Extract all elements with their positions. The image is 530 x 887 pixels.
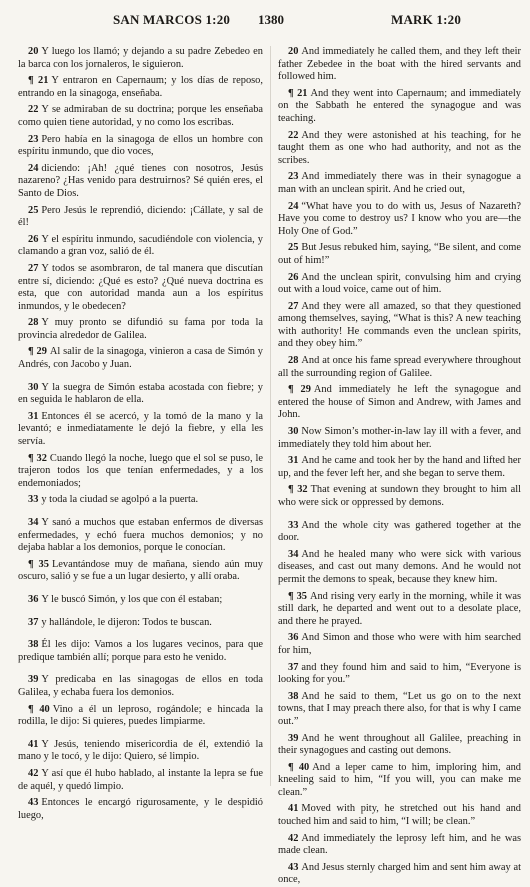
verse-en-25: [278, 242, 521, 267]
verse-text: And they were astonished at his teaching, for he taught them as one who had authority, and not as the scribes.: [278, 129, 521, 166]
verse-text: And he said to them, “Let us go on to the next towns, that I may preach there also, for that is why I came out.”: [278, 690, 521, 727]
verse-number: 35: [296, 590, 307, 602]
verse-number: 37: [28, 616, 39, 628]
verse-text: And he went throughout all Galilee, preaching in their synagogues and casting out demons.: [278, 732, 521, 757]
verse-en-36: [278, 632, 521, 657]
verse-text: Y todos se asombraron, de tal manera que discutían entre sí, diciendo: ¿Qué es esto? ¿Qué nueva doctrina es esta, que con autoridad manda aun a los espíritus inmundos, y le obedecen?: [18, 262, 263, 312]
verse-text: Al salir de la sinagoga, vinieron a casa de Simón y Andrés, con Jacobo y Juan.: [18, 346, 264, 371]
verse-number: 27: [28, 262, 39, 274]
verse-text: Y luego los llamó; y dejando a su padre Zebedeo en la barca con los jornaleros, le siguieron.: [18, 46, 263, 70]
verse-es-38: [18, 639, 263, 664]
paragraph-mark-icon: ¶: [288, 761, 299, 773]
verse-text: Y el espíritu inmundo, sacudiéndole con violencia, y clamando a gran voz, salió de él.: [18, 233, 263, 258]
verse-text: y hallándole, le dijeron: Todos te buscan.: [41, 616, 212, 628]
verse-text: Y entraron en Capernaum; y los días de reposo, entrando en la sinagoga, enseñaba.: [18, 75, 263, 99]
verse-en-39: [278, 733, 521, 758]
verse-es-33: [18, 494, 263, 507]
verse-text: And Jesus sternly charged him and sent him away at once,: [278, 861, 521, 886]
verse-text: That evening at sundown they brought to him all who were sick or oppressed by demons.: [278, 484, 521, 508]
verse-number: 20: [28, 46, 39, 57]
verse-text: diciendo: ¡Ah! ¿qué tienes con nosotros, Jesús nazareno? ¿Has venido para destruirnos? Sé quién eres, el Santo de Dios.: [18, 162, 263, 199]
verse-text: Y muy pronto se difundió su fama por toda la provincia alrededor de Galilea.: [18, 317, 263, 341]
verse-number: 32: [297, 484, 308, 496]
verse-text: And rising very early in the morning, while it was still dark, he departed and went out to a desolate place, and there he prayed.: [278, 590, 521, 627]
verse-number: 22: [288, 129, 299, 141]
verse-number: 20: [288, 46, 299, 57]
verse-text: Moved with pity, he stretched out his hand and touched him and said to him, “I will; be clean.”: [278, 803, 521, 828]
paragraph-mark-icon: ¶: [28, 703, 40, 715]
paragraph-mark-icon: ¶: [288, 384, 301, 396]
verse-text: Y así que él hubo hablado, al instante la lepra se fue de aquél, y quedó limpio.: [18, 767, 263, 792]
paragraph-mark-icon: ¶: [28, 452, 37, 464]
verse-number: 30: [288, 426, 299, 438]
verse-text: And at once his fame spread everywhere throughout all the surrounding region of Galilee.: [278, 355, 521, 379]
verse-number: 24: [28, 162, 39, 174]
verse-text: Now Simon’s mother-in-law lay ill with a fever, and immediately they told him about her.: [278, 426, 521, 450]
verse-es-41: [18, 739, 263, 764]
verse-text: And immediately the leprosy left him, and he was made clean.: [278, 832, 521, 857]
verse-en-22: [278, 130, 521, 168]
verse-number: 40: [39, 703, 50, 715]
running-head-spanish: SAN MARCOS 1:20: [113, 12, 231, 27]
verse-text: Él les dijo: Vamos a los lugares vecinos, para que predique también allí; porque para esto he venido.: [18, 639, 263, 663]
verse-en-29: [278, 384, 521, 422]
verse-number: 23: [288, 171, 299, 183]
verse-es-34: [18, 517, 263, 555]
verse-number: 23: [28, 133, 39, 145]
verse-text: and they found him and said to him, “Everyone is looking for you.”: [278, 661, 521, 686]
page-header: [0, 0, 530, 38]
verse-text: Pero había en la sinagoga de ellos un hombre con espíritu inmundo, que dio voces,: [18, 133, 263, 158]
verse-text: But Jesus rebuked him, saying, “Be silent, and come out of him!”: [278, 242, 521, 266]
verse-number: 35: [38, 558, 49, 570]
verse-number: 25: [28, 204, 39, 216]
spanish-column: [18, 46, 264, 821]
paragraph-mark-icon: ¶: [288, 484, 298, 496]
verse-text: “What have you to do with us, Jesus of Nazareth? Have you come to destroy us? I know who you are—the Holy One of God.”: [278, 200, 521, 237]
verse-number: 28: [288, 355, 299, 367]
verse-number: 33: [28, 494, 39, 506]
verse-en-38: [278, 691, 521, 729]
verse-es-37: [18, 617, 263, 630]
verse-number: 31: [28, 410, 39, 422]
paragraph-mark-icon: ¶: [28, 558, 39, 570]
verse-en-23: [278, 171, 521, 196]
verse-es-35: [18, 559, 263, 584]
verse-en-32: [278, 484, 521, 509]
verse-text: Y se admiraban de su doctrina; porque les enseñaba como quien tiene autoridad, y no como los escribas.: [18, 104, 263, 128]
verse-number: 43: [28, 797, 39, 809]
verse-number: 27: [288, 300, 299, 312]
verse-number: 22: [28, 104, 39, 116]
verse-text: And Simon and those who were with him searched for him,: [278, 632, 521, 656]
verse-es-23: [18, 134, 263, 159]
verse-es-28: [18, 317, 263, 342]
verse-text: Cuando llegó la noche, luego que el sol se puso, le trajeron todos los que tenían enfermedades, y a los endemoniados;: [18, 452, 263, 489]
verse-es-20: [18, 46, 263, 71]
verse-text: Y la suegra de Simón estaba acostada con fiebre; y en seguida le hablaron de ella.: [18, 381, 263, 406]
verse-text: Y Jesús, teniendo misericordia de él, extendió la mano y le tocó, y le dijo: Quiero, sé limpio.: [18, 738, 263, 763]
verse-es-42: [18, 768, 263, 793]
verse-en-37: [278, 662, 521, 687]
verse-text: Entonces le encargó rigurosamente, y le despidió luego,: [18, 797, 263, 821]
verse-text: Y sanó a muchos que estaban enfermos de diversas enfermedades, y echó fuera muchos demonios; y no dejaba hablar a los demonios, porque le conocían.: [18, 517, 263, 554]
verse-en-27: [278, 301, 521, 351]
verse-es-39: [18, 674, 263, 699]
verse-text: And they were all amazed, so that they questioned among themselves, saying, “What is this? A new teaching with authority! He commands even the unclean spirits, and they obey him.”: [278, 300, 521, 350]
verse-number: 21: [297, 87, 308, 99]
paragraph-mark-icon: ¶: [28, 75, 38, 87]
verse-text: And the whole city was gathered together at the door.: [278, 519, 521, 544]
verse-es-36: [18, 594, 263, 607]
page-number: 1380: [258, 12, 284, 27]
verse-es-24: [18, 163, 263, 201]
verse-number: 30: [28, 381, 39, 393]
verse-es-40: [18, 704, 263, 729]
verse-es-31: [18, 411, 263, 449]
verse-text: And the unclean spirit, convulsing him and crying out with a loud voice, came out of him.: [278, 271, 521, 296]
verse-en-41: [278, 803, 521, 828]
verse-number: 36: [288, 632, 299, 644]
english-column: [278, 46, 521, 886]
paragraph-mark-icon: ¶: [288, 87, 298, 99]
verse-number: 29: [36, 346, 47, 358]
verse-number: 42: [28, 767, 39, 779]
verse-en-43: [278, 862, 521, 887]
verse-number: 29: [300, 384, 311, 396]
verse-number: 40: [298, 761, 310, 773]
running-head-english: MARK 1:20: [391, 12, 462, 27]
verse-text: And immediately he called them, and they left their father Zebedee in the boat with the hired servants and followed him.: [278, 46, 521, 83]
verse-en-31: [278, 455, 521, 480]
verse-es-32: [18, 453, 263, 491]
verse-es-25: [18, 205, 263, 230]
verse-en-33: [278, 520, 521, 545]
verse-es-22: [18, 104, 263, 129]
verse-number: 33: [288, 519, 299, 531]
verse-en-20: [278, 46, 521, 84]
verse-text: Y predicaba en las sinagogas de ellos en toda Galilea, y echaba fuera los demonios.: [18, 674, 263, 698]
verse-number: 21: [38, 75, 49, 87]
verse-text: Pero Jesús le reprendió, diciendo: ¡Cállate, y sal de él!: [18, 204, 263, 229]
verse-number: 25: [288, 242, 299, 254]
verse-number: 38: [28, 639, 39, 651]
verse-es-26: [18, 234, 263, 259]
verse-en-21: [278, 88, 521, 126]
verse-number: 24: [288, 200, 299, 212]
verse-text: And they went into Capernaum; and immediately on the Sabbath he entered the synagogue and was teaching.: [278, 87, 521, 124]
verse-number: 42: [288, 832, 299, 844]
verse-en-28: [278, 355, 521, 380]
verse-number: 31: [288, 455, 299, 467]
verse-text: Vino a él un leproso, rogándole; e hincada la rodilla, le dijo: Si quieres, puedes limpiarme.: [18, 703, 263, 728]
verse-text: Y le buscó Simón, y los que con él estaban;: [41, 593, 223, 605]
verse-en-30: [278, 426, 521, 451]
paragraph-mark-icon: ¶: [28, 346, 37, 358]
verse-number: 34: [28, 517, 39, 528]
verse-en-26: [278, 272, 521, 297]
verse-en-35: [278, 591, 521, 629]
verse-text: Levantándose muy de mañana, siendo aún muy oscuro, salió y se fue a un lugar desierto, y allí oraba.: [18, 558, 263, 583]
verse-number: 28: [28, 317, 39, 329]
verse-text: Entonces él se acercó, y la tomó de la mano y la levantó; e inmediatamente le dejó la fiebre, y ella les servía.: [18, 410, 263, 448]
verse-es-21: [18, 75, 263, 100]
verse-en-40: [278, 762, 521, 800]
verse-number: 34: [288, 548, 299, 560]
verse-number: 26: [28, 233, 39, 245]
verse-number: 26: [288, 271, 299, 283]
verse-text: And immediately he left the synagogue and entered the house of Simon and Andrew, with James and John.: [278, 384, 521, 421]
verse-number: 32: [36, 452, 47, 464]
verse-text: And immediately there was in their synagogue a man with an unclean spirit. And he cried out,: [278, 171, 521, 195]
verse-number: 36: [28, 593, 39, 605]
verse-text: And a leper came to him, imploring him, and kneeling said to him, “If you will, you can make me clean.”: [278, 761, 521, 798]
verse-number: 38: [288, 690, 299, 702]
verse-text: And he healed many who were sick with various diseases, and cast out many demons. And he would not permit the demons to speak, because they knew him.: [278, 548, 521, 585]
verse-text: And he came and took her by the hand and lifted her up, and the fever left her, and she began to serve them.: [278, 455, 521, 479]
verse-number: 39: [288, 732, 299, 744]
verse-number: 41: [288, 803, 299, 815]
verse-es-27: [18, 263, 263, 313]
verse-text: y toda la ciudad se agolpó a la puerta.: [41, 494, 199, 506]
verse-en-42: [278, 833, 521, 858]
verse-en-34: [278, 549, 521, 587]
paragraph-mark-icon: ¶: [288, 590, 297, 602]
verse-number: 41: [28, 738, 39, 750]
verse-en-24: [278, 201, 521, 239]
verse-number: 37: [288, 661, 299, 673]
verse-es-43: [18, 797, 263, 822]
verse-es-29: [18, 346, 263, 371]
verse-es-30: [18, 382, 263, 407]
verse-number: 43: [288, 861, 299, 873]
verse-number: 39: [28, 674, 39, 686]
column-divider: [270, 46, 271, 786]
